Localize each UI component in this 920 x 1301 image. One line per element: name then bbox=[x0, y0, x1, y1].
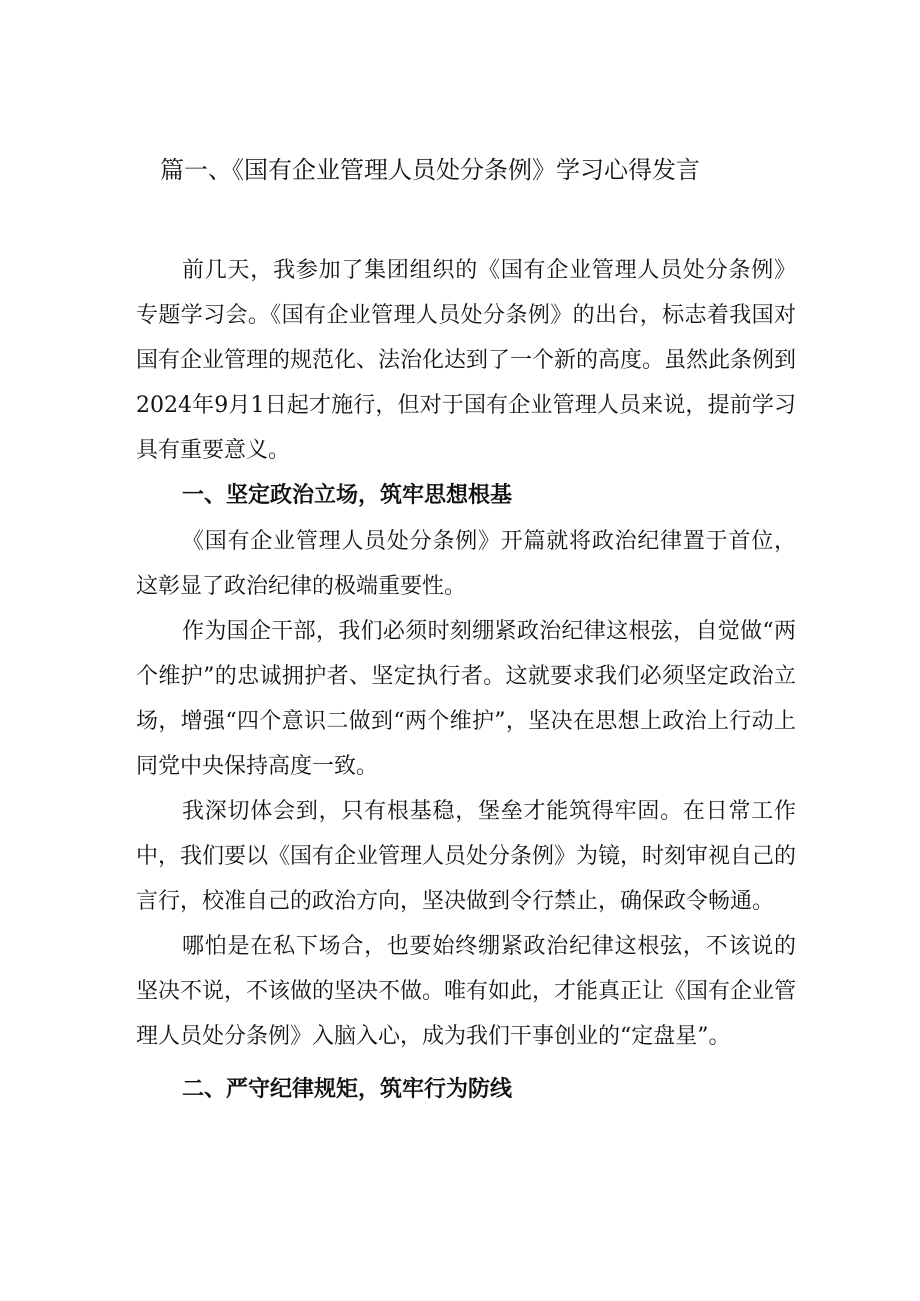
paragraph-1: 《国有企业管理人员处分条例》开篇就将政治纪律置于首位，这彰显了政治纪律的极端重要性。 bbox=[136, 529, 796, 599]
section-heading-2: 二、严守纪律规矩，筑牢行为防线 bbox=[182, 1077, 513, 1102]
paragraph-2: 作为国企干部，我们必须时刻绷紧政治纪律这根弦，自觉做“两个维护”的忠诚拥护者、坚定执行者。这就要求我们必须坚定政治立场，增强“四个意识二做到“两个维护”，坚决在思想上政治上行动上同党中央保持高度一致。 bbox=[136, 619, 796, 779]
paragraph-intro: 前几天，我参加了集团组织的《国有企业管理人员处分条例》专题学习会。《国有企业管理人员处分条例》的出台，标志着我国对国有企业管理的规范化、法治化达到了一个新的高度。虽然此条例到2024年9月1日起才施行，但对于国有企业管理人员来说，提前学习具有重要意义。 bbox=[136, 258, 797, 463]
paragraph-4: 哪怕是在私下场合，也要始终绷紧政治纪律这根弦，不该说的坚决不说，不该做的坚决不做。唯有如此，才能真正让《国有企业管理人员处分条例》入脑入心，成为我们干事创业的“定盘星”。 bbox=[136, 934, 797, 1049]
section-heading-1: 一、坚定政治立场，筑牢思想根基 bbox=[182, 483, 513, 508]
document-title: 篇一、《国有企业管理人员处分条例》学习心得发言 bbox=[160, 156, 700, 184]
paragraph-3: 我深切体会到，只有根基稳，堡垒才能筑得牢固。在日常工作中，我们要以《国有企业管理人员处分条例》为镜，时刻审视自己的言行，校准自己的政治方向，坚决做到令行禁止，确保政令畅通。 bbox=[136, 799, 797, 914]
document-body bbox=[136, 248, 796, 1113]
